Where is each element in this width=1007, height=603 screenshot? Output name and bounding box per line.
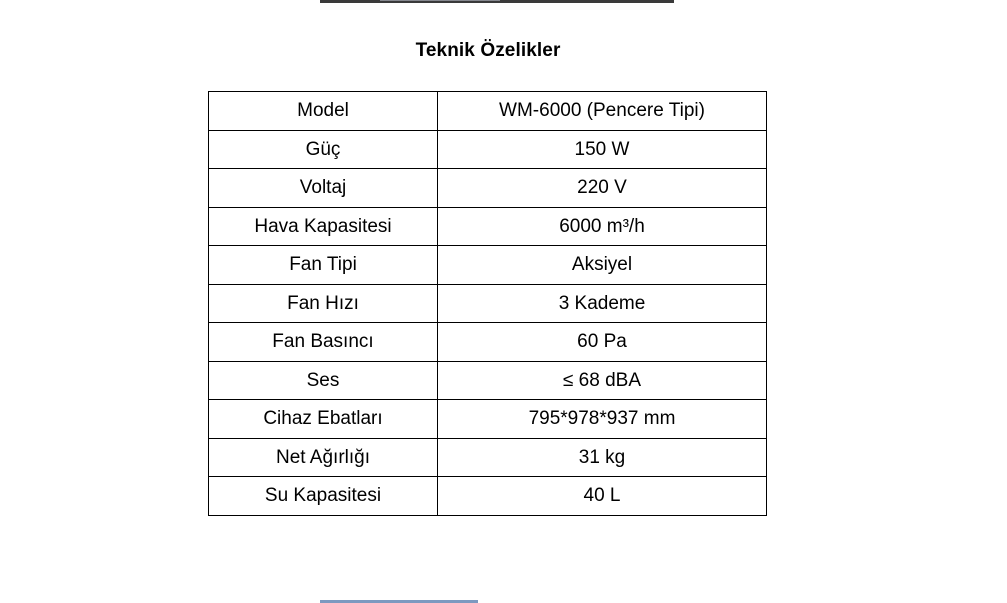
table-row <box>209 92 767 131</box>
table-row <box>209 400 767 439</box>
spec-label: Fan Basıncı <box>209 323 438 362</box>
table-row <box>209 438 767 477</box>
table-row <box>209 130 767 169</box>
spec-label: Net Ağırlığı <box>209 438 438 477</box>
table-row <box>209 361 767 400</box>
spec-value: Aksiyel <box>438 246 767 285</box>
table-row <box>209 207 767 246</box>
spec-label: Cihaz Ebatları <box>209 400 438 439</box>
spec-table <box>208 91 767 516</box>
spec-value: 6000 m³/h <box>438 207 767 246</box>
spec-label: Voltaj <box>209 169 438 208</box>
spec-label: Hava Kapasitesi <box>209 207 438 246</box>
spec-value: 150 W <box>438 130 767 169</box>
spec-label: Su Kapasitesi <box>209 477 438 516</box>
table-row <box>209 284 767 323</box>
table-row <box>209 323 767 362</box>
spec-value: 60 Pa <box>438 323 767 362</box>
spec-label: Model <box>209 92 438 131</box>
spec-label: Ses <box>209 361 438 400</box>
spec-value: ≤ 68 dBA <box>438 361 767 400</box>
spec-value: 3 Kademe <box>438 284 767 323</box>
spec-value: 31 kg <box>438 438 767 477</box>
spec-value: 220 V <box>438 169 767 208</box>
top-divider <box>320 0 674 3</box>
table-row <box>209 169 767 208</box>
spec-label: Fan Tipi <box>209 246 438 285</box>
spec-label: Fan Hızı <box>209 284 438 323</box>
spec-value: WM-6000 (Pencere Tipi) <box>438 92 767 131</box>
table-row <box>209 246 767 285</box>
spec-value: 795*978*937 mm <box>438 400 767 439</box>
table-row <box>209 477 767 516</box>
spec-label: Güç <box>209 130 438 169</box>
section-title: Teknik Özelikler <box>415 40 561 61</box>
spec-value: 40 L <box>438 477 767 516</box>
